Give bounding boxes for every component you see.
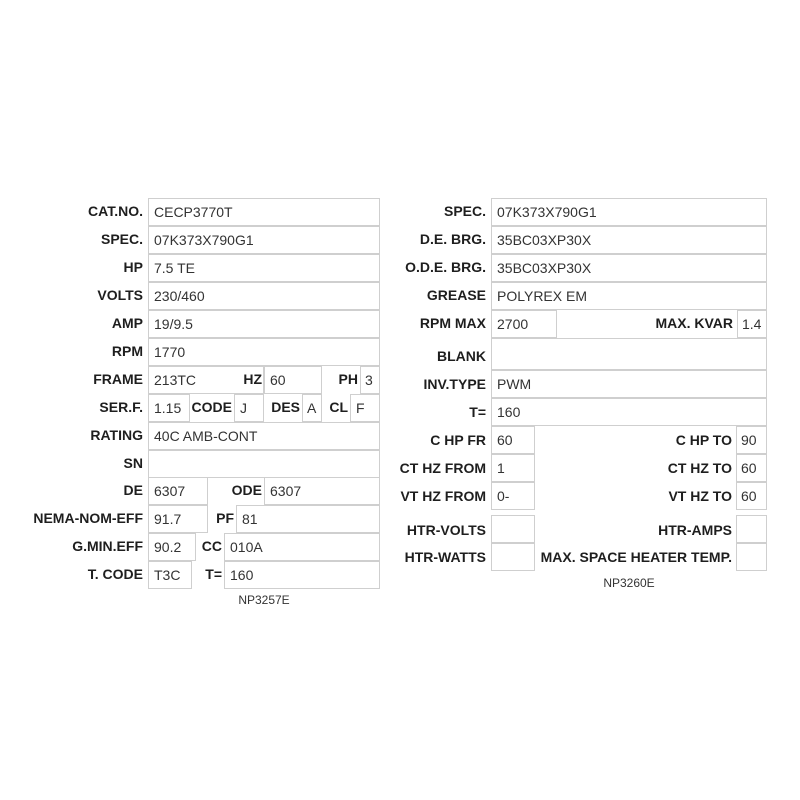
cl-value: F <box>350 394 380 422</box>
pf-value: 81 <box>236 505 380 533</box>
vt-hz-to-label: VT HZ TO <box>668 488 732 504</box>
ct-hz-from-value: 1 <box>491 454 535 482</box>
right-spec-label: SPEC. <box>443 203 486 219</box>
ct-hz-to-value: 60 <box>736 454 767 482</box>
amp-value: 19/9.5 <box>148 310 380 338</box>
max-kvar-label: MAX. KVAR <box>655 315 733 331</box>
rpm-value: 1770 <box>148 338 380 366</box>
right-t-value: 160 <box>491 398 767 426</box>
hz-label: HZ <box>243 371 262 387</box>
frame-value: 213TC <box>148 366 264 394</box>
rpm-label: RPM <box>111 343 143 359</box>
des-value: A <box>302 394 322 422</box>
nema-nom-eff-value: 91.7 <box>148 505 208 533</box>
vt-hz-to-value: 60 <box>736 482 767 510</box>
ser-f-label: SER.F. <box>99 399 143 415</box>
ph-value: 3 <box>360 366 380 394</box>
rpm-max-value: 2700 <box>491 310 557 338</box>
code-label: CODE <box>191 399 232 415</box>
sn-value <box>148 450 380 478</box>
nema-nom-eff-label: NEMA-NOM-EFF <box>33 510 143 526</box>
htr-amps-label: HTR-AMPS <box>658 522 732 538</box>
volts-label: VOLTS <box>97 287 143 303</box>
t-value: 160 <box>224 561 380 589</box>
ode-brg-label: O.D.E. BRG. <box>405 259 486 275</box>
htr-volts-value <box>491 515 535 543</box>
cat-no-label: CAT.NO. <box>88 203 143 219</box>
vt-hz-from-value: 0- <box>491 482 535 510</box>
hp-label: HP <box>123 259 143 275</box>
right-t-label: T= <box>469 404 486 420</box>
ph-label: PH <box>338 371 358 387</box>
blank-value <box>491 338 767 370</box>
cl-label: CL <box>329 399 348 415</box>
htr-volts-label: HTR-VOLTS <box>406 522 486 538</box>
max-kvar-value: 1.4 <box>737 310 767 338</box>
inv-type-value: PWM <box>491 370 767 398</box>
t-code-label: T. CODE <box>87 566 143 582</box>
code-value: J <box>234 394 264 422</box>
c-hp-to-label: C HP TO <box>675 432 732 448</box>
de-brg-label: D.E. BRG. <box>419 231 486 247</box>
ser-f-value: 1.15 <box>148 394 190 422</box>
de-label: DE <box>123 482 143 498</box>
ode-value: 6307 <box>264 477 380 505</box>
hz-value: 60 <box>264 366 322 394</box>
c-hp-fr-value: 60 <box>491 426 535 454</box>
t-equals-label: T= <box>205 566 222 582</box>
volts-value: 230/460 <box>148 282 380 310</box>
inv-type-label: INV.TYPE <box>423 376 486 392</box>
rating-value: 40C AMB-CONT <box>148 422 380 450</box>
vt-hz-from-label: VT HZ FROM <box>400 488 486 504</box>
c-hp-to-value: 90 <box>736 426 767 454</box>
frame-label: FRAME <box>93 371 143 387</box>
max-space-heater-temp-label: MAX. SPACE HEATER TEMP. <box>540 549 732 565</box>
left-plate-caption: NP3257E <box>238 593 290 607</box>
ct-hz-to-label: CT HZ TO <box>667 460 732 476</box>
ode-label: ODE <box>231 482 262 498</box>
ode-brg-value: 35BC03XP30X <box>491 254 767 282</box>
spec-value: 07K373X790G1 <box>148 226 380 254</box>
grease-value: POLYREX EM <box>491 282 767 310</box>
amp-label: AMP <box>111 315 143 331</box>
cc-value: 010A <box>224 533 380 561</box>
g-min-eff-value: 90.2 <box>148 533 196 561</box>
ct-hz-from-label: CT HZ FROM <box>399 460 486 476</box>
sn-label: SN <box>123 455 143 471</box>
de-brg-value: 35BC03XP30X <box>491 226 767 254</box>
htr-watts-value <box>491 543 535 571</box>
htr-watts-label: HTR-WATTS <box>404 549 486 565</box>
t-code-value: T3C <box>148 561 192 589</box>
rating-label: RATING <box>90 427 143 443</box>
c-hp-fr-label: C HP FR <box>430 432 486 448</box>
right-plate-caption: NP3260E <box>603 576 655 590</box>
grease-label: GREASE <box>426 287 486 303</box>
cc-label: CC <box>201 538 222 554</box>
blank-label: BLANK <box>437 348 486 364</box>
htr-amps-value <box>736 515 767 543</box>
de-value: 6307 <box>148 477 208 505</box>
max-space-heater-temp-value <box>736 543 767 571</box>
hp-value: 7.5 TE <box>148 254 380 282</box>
spec-label: SPEC. <box>100 231 143 247</box>
des-label: DES <box>271 399 300 415</box>
rpm-max-label: RPM MAX <box>419 315 486 331</box>
cat-no-value: CECP3770T <box>148 198 380 226</box>
g-min-eff-label: G.MIN.EFF <box>72 538 143 554</box>
pf-label: PF <box>216 510 234 526</box>
right-spec-value: 07K373X790G1 <box>491 198 767 226</box>
